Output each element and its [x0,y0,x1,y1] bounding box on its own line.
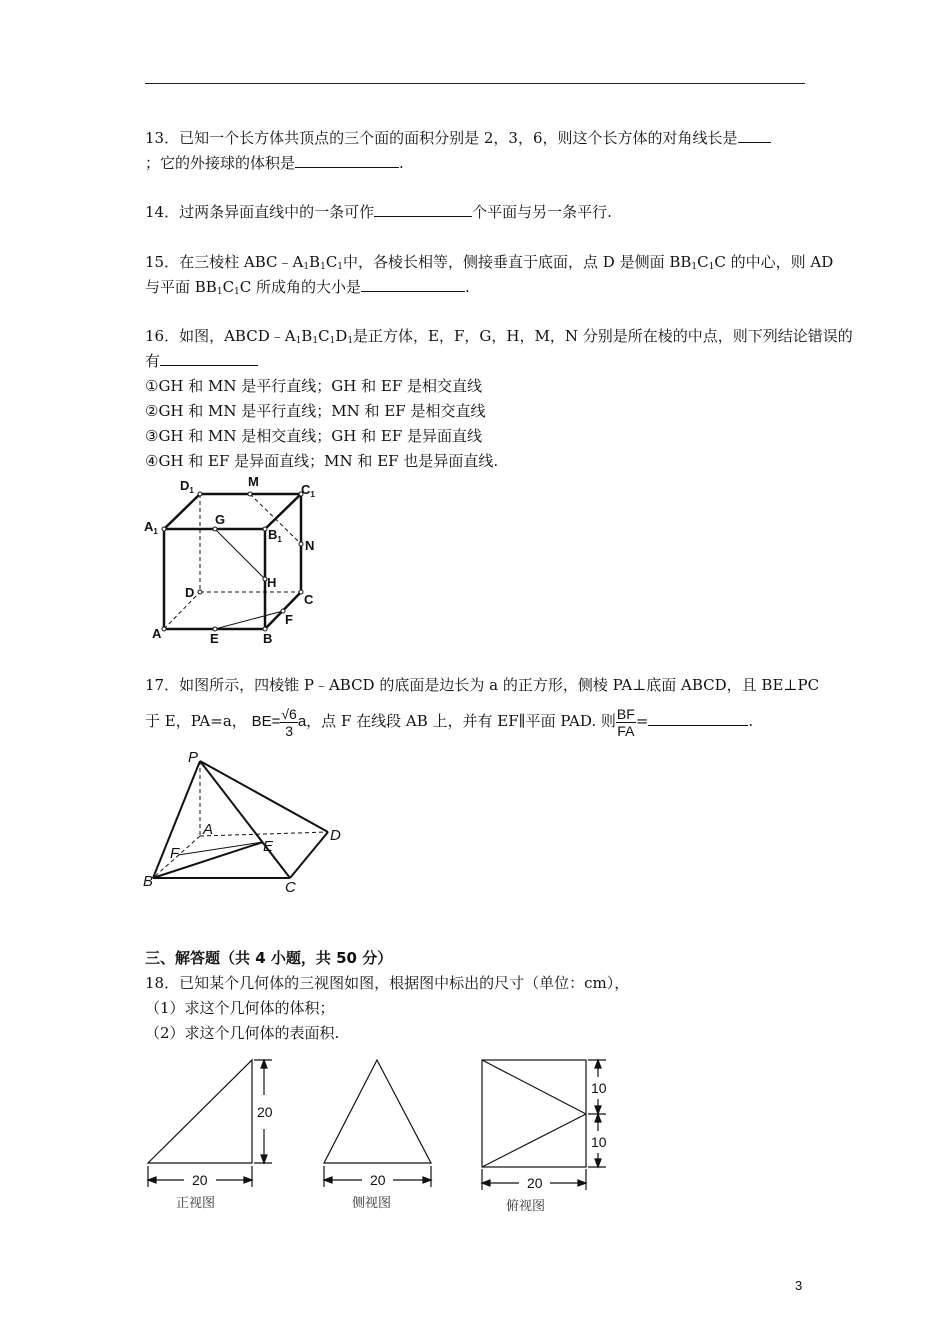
page-number: 3 [795,1278,803,1293]
top-view [482,1060,606,1190]
q18-line3: （2）求这个几何体的表面积. [145,1024,340,1042]
q15-line1: 15．在三棱柱 $ABC﹣A_1B_1C_1$中，各棱长相等，侧接垂直于底面，点 D 是侧面 $BB_1C_1C$ 的中心，则 AD [145,253,834,272]
label-F: F [285,612,293,627]
answer-blank[interactable] [374,202,472,217]
q18-line2: （1）求这个几何体的体积； [145,999,335,1017]
section-title: 三、解答题（共 4 小题，共 50 分） [145,949,393,967]
three-views-figure [140,1055,620,1215]
cube-figure [140,472,340,647]
label-G: G [215,512,226,527]
label-D: D [330,827,341,844]
top-upper-label: 10 [591,1080,607,1096]
answer-blank[interactable] [738,128,771,143]
label-A1: $A_1$ [144,519,158,536]
q16-option-1: ①GH 和 MN 是平行直线；GH 和 EF 是相交直线 [145,377,483,395]
label-P: P [188,749,199,766]
side-view [324,1060,431,1187]
label-C: C [304,592,314,607]
label-N: N [305,538,315,553]
front-caption: 正视图 [176,1195,216,1210]
q13-line1: 13．已知一个长方体共顶点的三个面的面积分别是 2，3，6，则这个长方体的对角线长是 [145,128,771,148]
front-height-label: 20 [257,1104,273,1120]
q16-option-2: ②GH 和 MN 是平行直线；MN 和 EF 是相交直线 [145,402,486,420]
answer-blank[interactable] [361,277,465,292]
q13-line2: ；它的外接球的体积是 . [145,154,404,172]
label-A: A [152,626,162,641]
top-lower-label: 10 [591,1134,607,1150]
label-A: A [203,821,214,838]
q16-line1: 16．如图，$ABCD﹣A_1B_1C_1D_1$是正方体，E，F，G，H，M，N 分别是所在棱的中点，则下列结论错误的 [145,327,853,346]
top-caption: 俯视图 [506,1198,546,1213]
answer-blank[interactable] [295,153,399,168]
label-E: E [263,838,274,855]
answer-blank[interactable] [160,351,258,366]
q16-line2: 有 [145,351,258,371]
q15-line2: 与平面 $BB_1C_1C$ 所成角的大小是 . [145,278,470,297]
header-rule [145,83,805,84]
q17-line2: 于 E，PA=a， BE= $\frac{√6}{3}$ a，点 F 在线段 AB 上，并有 EF∥平面 PAD. 则 $\frac{BF}{FA}$ = . [145,705,754,739]
pyramid-figure [140,748,360,898]
label-F: F [170,845,180,862]
label-D1: $D_1$ [180,478,194,495]
label-C1: $C_1$ [301,482,315,499]
front-view [148,1060,272,1187]
top-width-label: 20 [527,1175,543,1191]
q17-line1: 17．如图所示，四棱锥 P﹣ABCD 的底面是边长为 a 的正方形，侧棱 PA⊥底面 ABCD，且 BE⊥PC [145,676,820,694]
answer-blank[interactable] [648,711,748,726]
label-H: H [267,575,277,590]
label-M: M [248,474,259,489]
label-B: B [263,631,273,646]
q14-line: 14．过两条异面直线中的一条可作 个平面与另一条平行. [145,203,612,221]
label-B: B [143,873,154,890]
q16-option-3: ③GH 和 MN 是相交直线；GH 和 EF 是异面直线 [145,427,483,445]
side-width-label: 20 [370,1172,386,1188]
label-B1: $B_1$ [268,527,282,544]
q16-option-4: ④GH 和 EF 是异面直线；MN 和 EF 也是异面直线. [145,452,499,470]
label-C: C [285,879,296,896]
side-caption: 侧视图 [352,1195,392,1210]
front-width-label: 20 [192,1172,208,1188]
q18-line1: 18．已知某个几何体的三视图如图，根据图中标出的尺寸（单位：cm）， [145,974,630,992]
label-E: E [210,631,219,646]
label-D: D [185,585,195,600]
